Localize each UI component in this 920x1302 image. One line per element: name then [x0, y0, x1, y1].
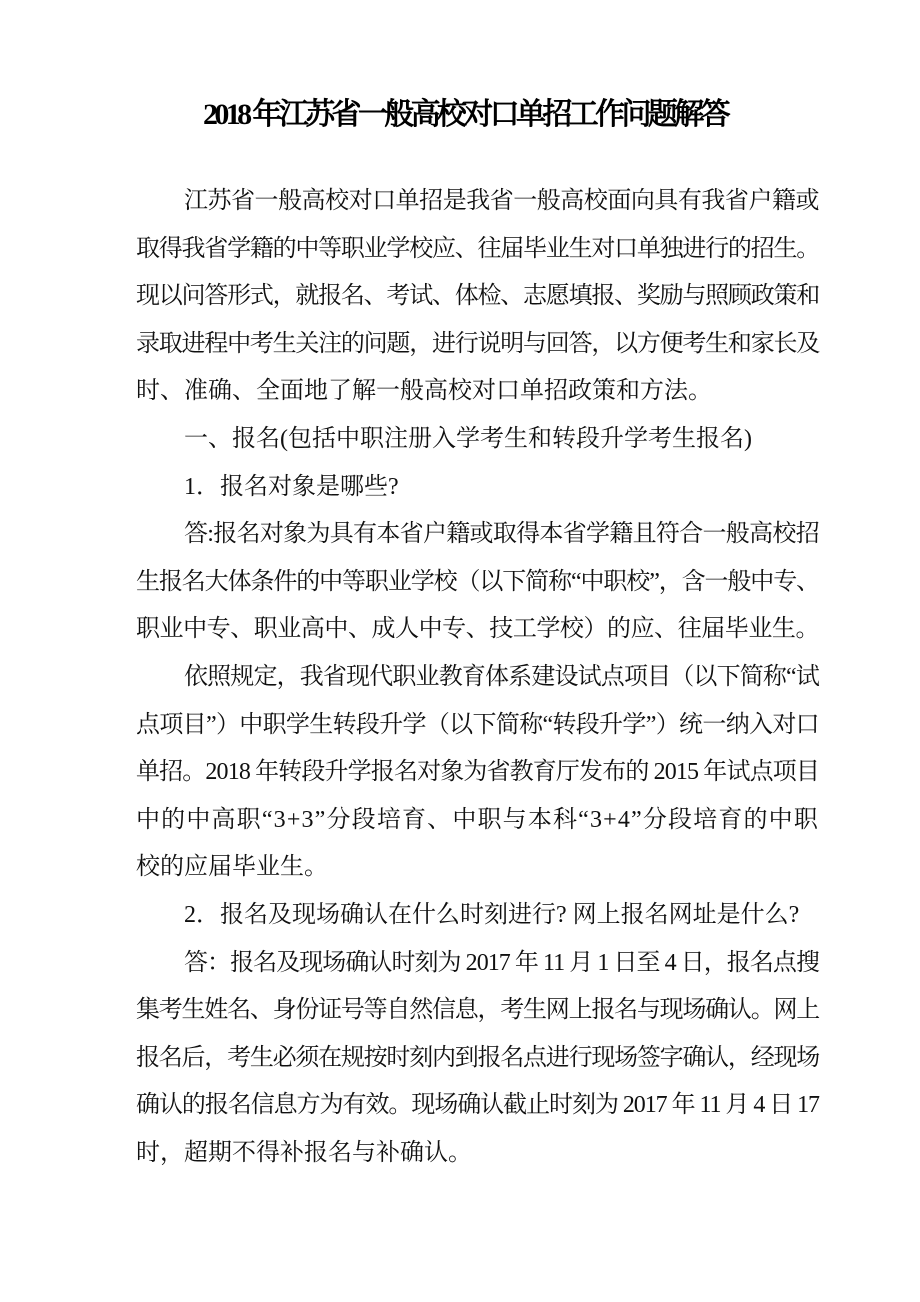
- text-line-content: 一、报名(包括中职注册入学考生和转段升学考生报名): [184, 425, 752, 452]
- text-line: [136, 464, 819, 512]
- text-line: [136, 892, 819, 940]
- text-line: [136, 321, 819, 369]
- text-line-content: 江苏省一般高校对口单招是我省一般高校面向具有我省户籍或: [184, 188, 819, 214]
- text-line-content: 时，超期不得补报名与补确认。: [136, 1139, 472, 1166]
- document-title-text: 2018 年江苏省一般高校对口单招工作问题解答: [203, 98, 727, 131]
- text-line-content: 2．报名及现场确认在什么时刻进行? 网上报名网址是什么?: [184, 901, 800, 928]
- text-line-content: 录取进程中考生关注的问题，进行说明与回答，以方便考生和家长及: [136, 330, 819, 357]
- text-line-content: 报名后，考生必须在规按时刻内到报名点进行现场签字确认，经现场: [136, 1044, 819, 1071]
- text-line-content: 答:报名对象为具有本省户籍或取得本省学籍且符合一般高校招: [184, 521, 819, 548]
- text-line: [136, 844, 819, 892]
- text-line-content: 1．报名对象是哪些?: [184, 473, 399, 500]
- text-line-content: 生报名大体条件的中等职业学校（以下简称“中职校”，含一般中专、: [136, 568, 819, 595]
- text-line-content: 答：报名及现场确认时刻为 2017 年 11 月 1 日至 4 日，报名点搜: [184, 949, 819, 976]
- text-line: [136, 559, 819, 607]
- text-line-content: 单招。2018 年转段升学报名对象为省教育厅发布的 2015 年试点项目: [136, 759, 819, 786]
- text-line: [136, 178, 819, 226]
- text-line: [136, 1082, 819, 1130]
- text-line-content: 确认的报名信息方为有效。现场确认截止时刻为 2017 年 11 月 4 日 17: [136, 1092, 819, 1119]
- text-line-content: 集考生姓名、身份证号等自然信息，考生网上报名与现场确认。网上: [136, 997, 819, 1024]
- text-line: [136, 987, 819, 1035]
- text-line-content: 取得我省学籍的中等职业学校应、往届毕业生对口单独进行的招生。: [136, 235, 819, 262]
- text-line: [136, 940, 819, 988]
- text-line: [136, 368, 819, 416]
- text-line-content: 时、准确、全面地了解一般高校对口单招政策和方法。: [136, 378, 712, 405]
- text-line: [136, 273, 819, 321]
- text-line: [136, 1130, 819, 1178]
- document-title: [203, 94, 727, 136]
- text-line-content: 点项目”）中职学生转段升学（以下简称“转段升学”）统一纳入对口: [136, 711, 819, 738]
- text-line-content: 职业中专、职业高中、成人中专、技工学校）的应、往届毕业生。: [136, 616, 819, 643]
- text-line: [136, 749, 819, 797]
- text-line: [136, 702, 819, 750]
- text-line-content: 依照规定，我省现代职业教育体系建设试点项目（以下简称“试: [184, 663, 819, 690]
- document-body: [136, 178, 819, 1177]
- text-line-content: 中的中高职“3+3”分段培育、中职与本科“3+4”分段培育的中职: [136, 806, 819, 833]
- text-line: [136, 606, 819, 654]
- text-line-content: 现以问答形式，就报名、考试、体检、志愿填报、奖励与照顾政策和: [136, 283, 819, 310]
- text-line: [136, 654, 819, 702]
- text-line: [136, 797, 819, 845]
- text-line-content: 校的应届毕业生。: [136, 854, 328, 881]
- text-line: [136, 226, 819, 274]
- text-line: [136, 1035, 819, 1083]
- text-line: [136, 511, 819, 559]
- text-line: [136, 416, 819, 464]
